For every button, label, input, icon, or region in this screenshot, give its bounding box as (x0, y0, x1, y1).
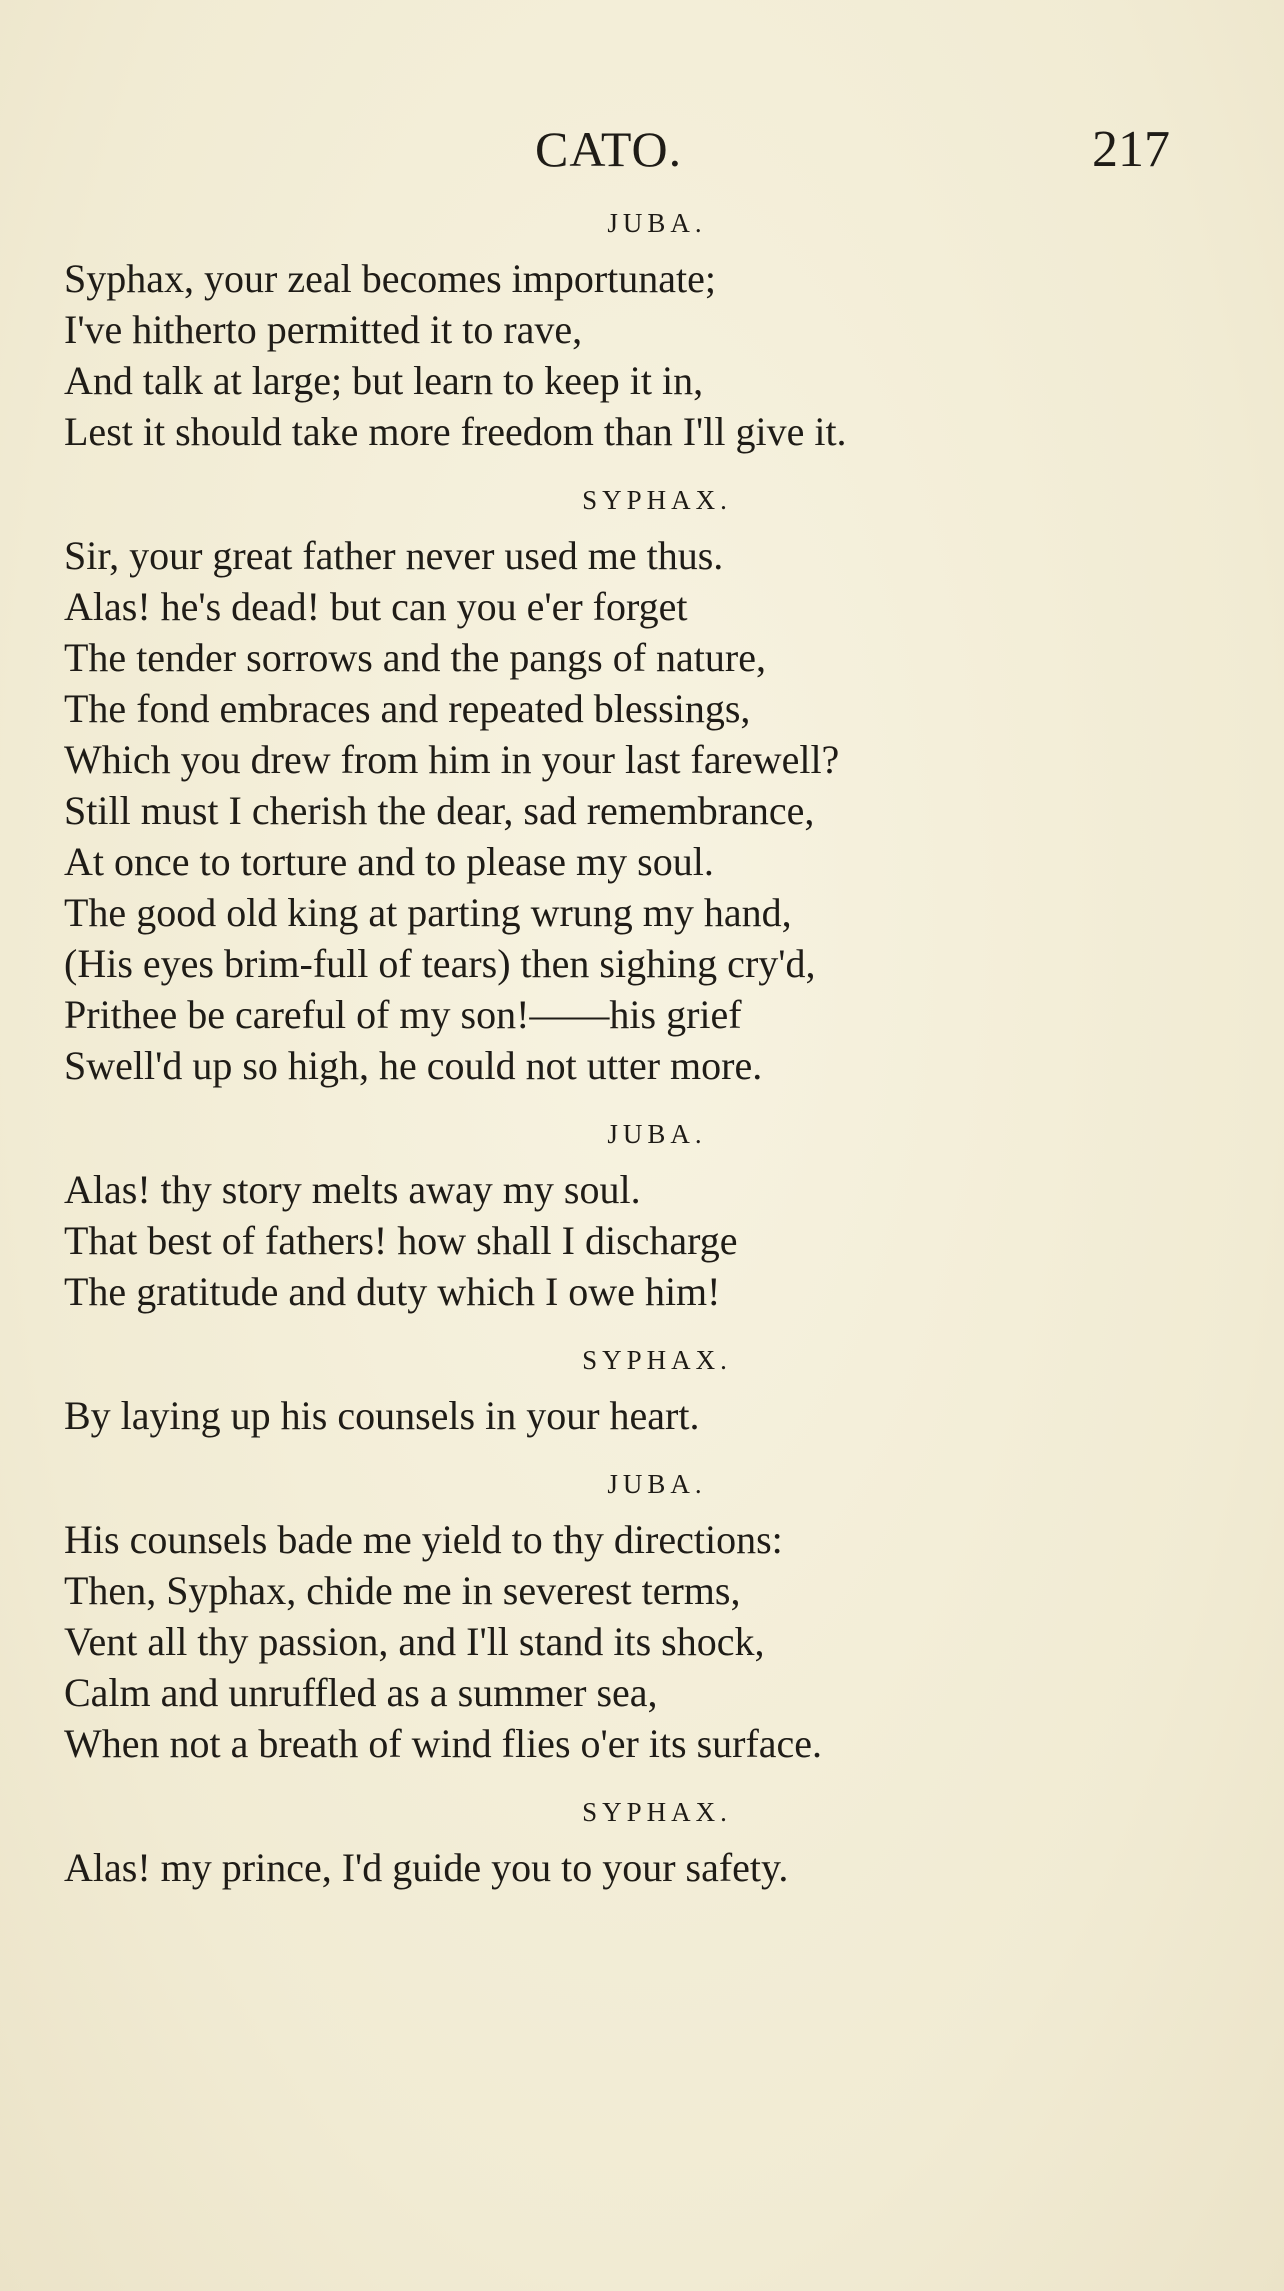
speech-juba-1 (64, 208, 1224, 457)
verse-line: Lest it should take more freedom than I'll give it. (64, 409, 847, 454)
speech-lines (64, 1390, 1224, 1441)
verse-line: Which you drew from him in your last farewell? (64, 737, 840, 782)
verse-line: Syphax, your zeal becomes importunate; (64, 256, 717, 301)
speech-syphax-3 (64, 1797, 1224, 1893)
speaker-name: SYPHAX. (582, 485, 732, 515)
verse-line: Sir, your great father never used me thus. (64, 533, 724, 578)
speaker-name: SYPHAX. (582, 1797, 732, 1827)
verse-line: Then, Syphax, chide me in severest terms, (64, 1568, 741, 1613)
verse-line: The good old king at parting wrung my hand, (64, 890, 792, 935)
verse-line: Vent all thy passion, and I'll stand its shock, (64, 1619, 765, 1664)
speech-juba-3 (64, 1469, 1224, 1769)
speech-lines (64, 253, 1224, 457)
verse-line: Alas! he's dead! but can you e'er forget (64, 584, 688, 629)
speech-lines (64, 1164, 1224, 1317)
speech-lines (64, 1514, 1224, 1769)
verse-line: And talk at large; but learn to keep it in, (64, 358, 704, 403)
verse-line: (His eyes brim-full of tears) then sighing cry'd, (64, 941, 816, 986)
verse-line: When not a breath of wind flies o'er its surface. (64, 1721, 823, 1766)
running-title: CATO. (535, 121, 683, 177)
speaker-name: JUBA. (607, 1469, 707, 1499)
verse-line: Calm and unruffled as a summer sea, (64, 1670, 658, 1715)
speech-lines (64, 1842, 1224, 1893)
verse-line: At once to torture and to please my soul. (64, 839, 714, 884)
speaker-name: JUBA. (607, 1119, 707, 1149)
verse-line: That best of fathers! how shall I discharge (64, 1218, 738, 1263)
verse-line: The tender sorrows and the pangs of nature, (64, 635, 766, 680)
speech-syphax-1 (64, 485, 1224, 1091)
speaker-name: JUBA. (607, 208, 707, 238)
running-head (0, 120, 1284, 180)
verse-line: By laying up his counsels in your heart. (64, 1393, 700, 1438)
speaker-name: SYPHAX. (582, 1345, 732, 1375)
verse-line: Alas! thy story melts away my soul. (64, 1167, 641, 1212)
verse-line: Still must I cherish the dear, sad remembrance, (64, 788, 815, 833)
verse-line: Prithee be careful of my son!——his grief (64, 992, 742, 1037)
verse-line: The fond embraces and repeated blessings, (64, 686, 751, 731)
page-number: 217 (1092, 121, 1170, 178)
verse-line: I've hitherto permitted it to rave, (64, 307, 583, 352)
verse-line: Alas! my prince, I'd guide you to your safety. (64, 1845, 789, 1890)
verse-line: His counsels bade me yield to thy directions: (64, 1517, 783, 1562)
verse-line: Swell'd up so high, he could not utter more. (64, 1043, 763, 1088)
speech-juba-2 (64, 1119, 1224, 1317)
speech-lines (64, 530, 1224, 1091)
play-text (64, 208, 1224, 1921)
speech-syphax-2 (64, 1345, 1224, 1441)
verse-line: The gratitude and duty which I owe him! (64, 1269, 721, 1314)
